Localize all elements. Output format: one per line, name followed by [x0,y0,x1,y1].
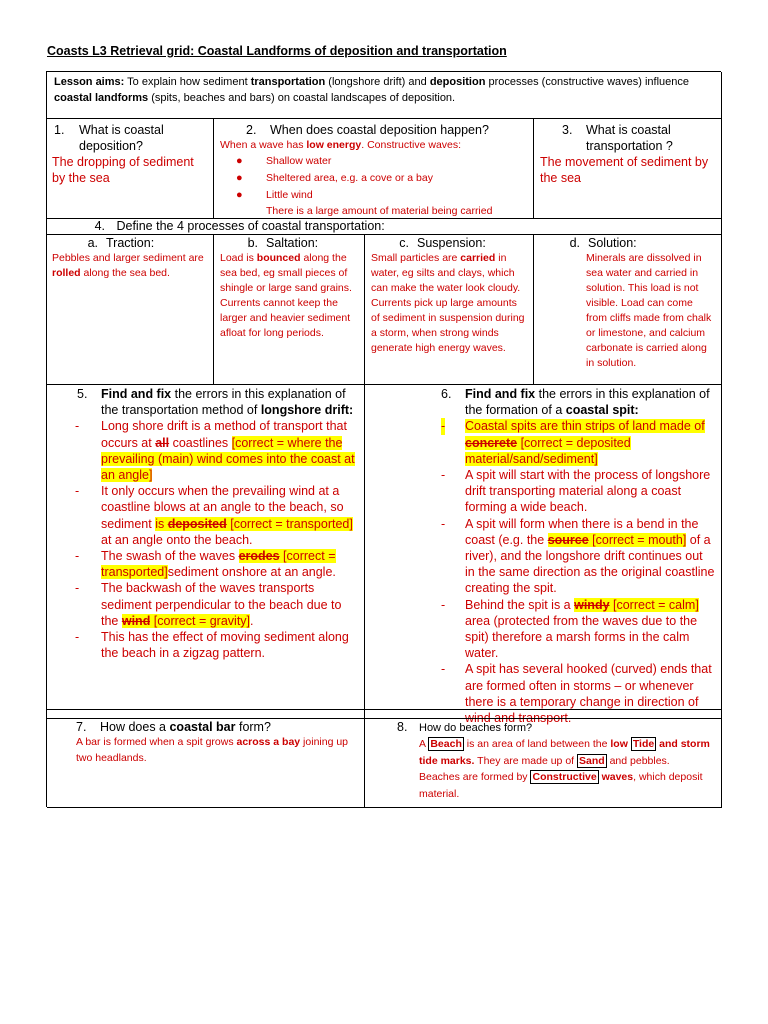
aims-text: (spits, beaches and bars) on coastal landscapes of deposition. [148,91,456,104]
q4d-text: Minerals are dissolved in sea water and carried in solution. This load is not visible. Load can come from cliffs made from chalk or limestone, and calcium carbonate is carried along in solution. [586,252,712,369]
q3-text: What is coastal transportation ? [586,123,673,153]
q4a-name: Traction: [106,236,155,250]
q5-bold: longshore drift [260,403,350,418]
q6-question [365,386,721,418]
q5-question [47,386,364,418]
q4a-cell [47,235,214,385]
list-item [220,153,527,170]
q4-text: Define the 4 processes of coastal transportation: [116,219,385,233]
dash-icon: - [75,549,80,564]
q8-text: How do beaches form? [419,722,533,734]
spacer-left [47,710,365,719]
q6-text: Behind the spit is a [465,597,575,612]
q6-cell [365,385,722,726]
page-title: Coasts L3 Retrieval grid: Coastal Landforms of deposition and transportation [47,44,507,58]
q8-boxed-word: Sand [579,754,605,767]
bullet-icon: ● [236,172,243,184]
q4b-name: Saltation: [266,236,319,250]
q7-text: How does a [100,720,170,734]
q6-correction: [correct = mouth] [588,532,687,547]
q8-answer [419,736,713,802]
q2-extra: There is a large amount of material being carried [266,205,493,217]
q4a-heading [52,236,208,251]
q7-number: 7. [76,720,87,734]
aims-bold: transportation [250,76,326,88]
q5-text: coastlines [169,435,232,450]
q2-answer-text: When a wave has [220,139,307,151]
q2-question [220,122,527,138]
q4a-text-part: Pebbles and larger sediment are [52,252,204,264]
q2-number: 2. [246,123,257,137]
q8-boxed-word: Tide [632,738,655,750]
q5-text: The swash of the waves [101,549,239,564]
q1-answer: The dropping of sediment by the sea [52,155,194,185]
q8-answer-bold: waves [598,771,634,783]
dash-icon: - [441,419,446,434]
q4c-heading [371,236,527,251]
q8-cell [365,719,722,808]
q5-text: at an angle onto the beach. [101,532,253,547]
q4a-bold: rolled [52,267,81,279]
dash-icon: - [75,581,80,596]
q2-answer-text: . Constructive waves: [361,139,462,151]
list-item [365,516,715,597]
q7-answer-bold: across a bay [236,736,301,748]
q2-bullet-list [220,153,527,204]
dash-icon: - [441,516,446,531]
list-item [220,187,527,204]
q4b-text [220,251,358,341]
list-item [47,483,360,548]
q2-bullet-text: Shallow water [266,155,332,167]
q4c-bold: carried [460,252,496,264]
q4c-text [371,251,527,356]
q8-question [397,720,713,736]
q8-answer-text: , which deposit material. [419,771,703,800]
q7-cell [47,719,365,808]
q5-cell [47,385,365,710]
q6-text: the errors in this explanation of the formation of a [465,387,710,418]
aims-bold: coastal landforms [54,91,149,104]
q5-correction: [correct = transported] [226,516,353,531]
q5-text: Long shore drift is a method of transport that occurs at [101,419,347,450]
q8-answer-text: is an area of land between the [463,738,611,750]
q6-bold: Find and fix [465,387,536,401]
lesson-aims-cell [47,72,722,119]
dash-icon: - [75,484,80,499]
q7-answer [76,735,358,766]
bullet-icon: ● [236,189,243,201]
q5-text: This has the effect of moving sediment along the beach in a zigzag pattern. [101,630,349,661]
q2-bullet-text: Sheltered area, e.g. a cove or a bay [266,172,433,184]
q5-correction: [correct = gravity] [150,613,251,628]
q4c-text-part: Small particles are [371,252,461,264]
q4c-text-part: in water, eg silts and clays, which can make the water look cloudy. Currents pick up large amounts of sediment in suspension during a storm, when strong winds generate high energy waves. [371,252,525,354]
q4c-label: c. [399,236,409,250]
q7-answer-text: joining up two headlands. [76,736,349,764]
aims-bold: deposition [429,76,486,88]
q4b-text-part: along the sea bed, eg small pieces of shingle or large sand grains. Currents cannot keep the larger and heavier sediment afloat for long periods. [220,252,352,339]
dash-icon: - [441,597,446,612]
q4b-label: b. [247,236,258,250]
q6-text: Coastal spits are thin strips of land made of [465,419,705,434]
q4d-heading [542,236,713,251]
q6-text: of a river), and the longshore drift continues out in the same direction as the original coastline creating the spit. [465,532,715,596]
q5-highlight: is [155,516,168,531]
q2-answer-bold: low energy [306,139,362,151]
q8-answer-text: and pebbles. Beaches are formed by [419,754,670,783]
q2-answer [220,138,527,153]
q6-error: concrete [465,435,518,450]
q5-text: the errors in this explanation of the transportation method of [101,387,346,418]
q8-number: 8. [397,720,408,734]
q3-cell [534,119,722,219]
dash-icon: - [441,468,446,483]
q1-text: What is coastal deposition? [79,123,164,153]
list-item [365,597,715,662]
q8-boxed-word: Constructive [532,771,597,783]
lesson-aims-label: Lesson aims: [54,76,125,88]
spacer-right [365,710,722,719]
q5-list [47,418,364,661]
q8-boxed-word: Beach [430,738,462,750]
q5-error: all [155,435,170,450]
q7-question [76,720,358,735]
q2-bullet-text: Little wind [266,189,313,201]
q4d-name: Solution: [588,236,637,250]
q5-error: erodes [238,549,280,564]
list-item [365,418,715,467]
q5-error: wind [121,613,151,628]
dash-icon: - [75,630,80,645]
list-item [220,170,527,187]
q7-text: form? [235,720,271,734]
q4b-text-part: Load is [220,252,257,264]
q6-text: A spit has several hooked (curved) ends that are formed often in storms – or whenever there is a temporary change in direction of wind and transport. [465,662,712,726]
aims-text: To explain how sediment [124,76,251,88]
q8-answer-text: A [419,738,429,750]
q6-correction: [correct = calm] [609,597,699,612]
list-item [365,467,715,516]
q4c-cell [365,235,534,385]
q6-text: area (protected from the waves due to the spit) therefore a marsh forms in the calm water. [465,613,698,661]
dash-icon: - [75,419,80,434]
q4d-label: d. [569,236,580,250]
q6-list [365,418,721,726]
q4b-bold: bounced [256,252,301,264]
q5-text: The backwash of the waves transports sediment perpendicular to the beach due to the [101,581,342,628]
q5-text: It only occurs when the prevailing wind at a coastline blows at an angle to the beach, so sediment [101,484,344,531]
q1-number: 1. [54,123,65,137]
q4a-text-part: along the sea bed. [80,267,170,279]
q1-cell [47,119,214,219]
q5-text: . [250,613,254,628]
q8-answer-bold: and storm tide marks. [419,738,710,767]
q7-answer-text: A bar is formed when a spit grows [76,736,237,748]
q6-text: A spit will start with the process of longshore drift transporting material along a coast forming a wide beach. [465,468,711,515]
q4a-text [52,251,208,281]
q4-header-cell [47,219,722,235]
q5-correction: [correct = transported] [101,549,336,580]
q5-correction: [correct = where the prevailing (main) wind comes into the coast at an angle] [101,435,355,483]
q6-number: 6. [441,387,452,401]
retrieval-grid [46,71,721,807]
q2-cell [214,119,534,219]
q6-correction: [correct = deposited material/sand/sediment] [465,435,631,466]
q1-question [52,122,208,154]
q6-colon: : [634,403,639,418]
q4-number: 4. [94,219,105,233]
aims-text: processes (constructive waves) influence [485,76,690,88]
q5-bold: Find and fix [101,387,172,401]
q3-answer: The movement of sediment by the sea [540,155,709,185]
q5-number: 5. [77,387,88,401]
list-item [47,629,360,661]
list-item [47,418,360,483]
q5-error: deposited [167,516,227,531]
q4b-cell [214,235,365,385]
q6-text: A spit will form when there is a bend in the coast (e.g. the [465,516,699,547]
q5-text: sediment onshore at an angle. [167,565,336,580]
q4a-label: a. [87,236,98,250]
q3-number: 3. [562,123,573,137]
q6-bold: coastal spit [565,403,635,418]
list-item [47,580,360,629]
q4d-cell [534,235,722,385]
q5-colon: : [349,403,354,418]
list-item [47,548,360,580]
q4c-name: Suspension: [417,236,486,250]
aims-text: (longshore drift) and [325,76,430,88]
q6-error: source [547,532,589,547]
q2-text: When does coastal deposition happen? [270,123,489,137]
bullet-icon: ● [236,155,243,167]
q4b-heading [220,236,358,251]
q3-question [540,122,715,154]
q8-answer-bold: low [610,738,631,750]
dash-icon: - [441,662,446,677]
q8-answer-text: They are made up of [474,754,577,767]
q7-bold: coastal bar [169,720,236,734]
q6-error: windy [574,597,610,612]
